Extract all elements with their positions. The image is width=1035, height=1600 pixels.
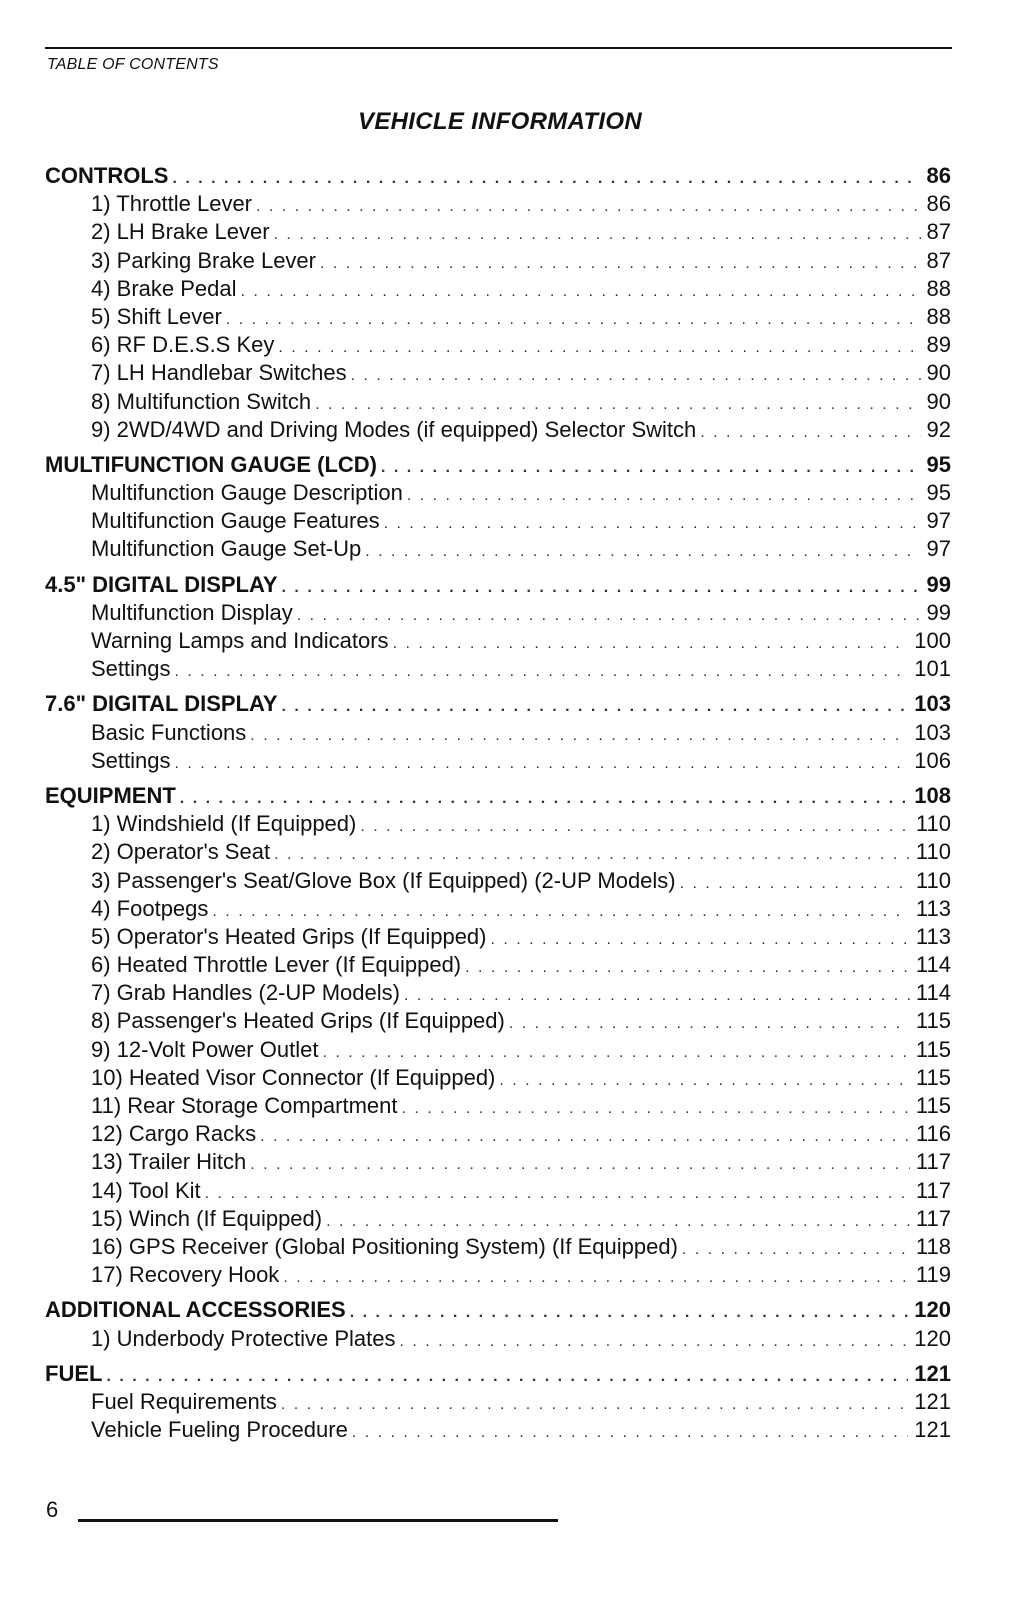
toc-entry[interactable] [45,951,953,979]
dot-leader [465,954,910,982]
toc-entry[interactable] [45,507,953,535]
toc-section-entry[interactable] [45,451,953,479]
toc-entry[interactable] [45,1092,953,1120]
toc-entry[interactable] [45,535,953,563]
toc-entry[interactable] [45,1261,953,1289]
toc-entry-page: 116 [915,1121,951,1147]
dot-leader [491,926,910,954]
dot-leader [250,1151,910,1179]
toc-entry-label: 8) Multifunction Switch [91,388,312,414]
toc-entry-label: 5) Operator's Heated Grips (If Equipped) [91,923,487,949]
toc-entry[interactable] [45,388,953,416]
toc-entry-page: 87 [926,247,951,273]
toc-entry-label: FUEL [45,1360,103,1386]
dot-leader [256,193,921,221]
toc-entry-label: 7.6" DIGITAL DISPLAY [45,691,278,717]
dot-leader [250,722,908,750]
toc-entry[interactable] [45,1036,953,1064]
toc-entry[interactable] [45,1325,953,1353]
toc-entry[interactable] [45,1233,953,1261]
toc-entry[interactable] [45,979,953,1007]
dot-leader [499,1067,910,1095]
dot-leader [402,1095,910,1123]
dot-leader [360,813,910,841]
toc-section-entry[interactable] [45,690,953,718]
toc-entry-page: 113 [915,895,951,921]
top-rule [45,47,952,49]
toc-entry-page: 97 [926,508,951,534]
toc-entry-label: Multifunction Gauge Features [91,508,380,534]
toc-entry[interactable] [45,838,953,866]
dot-leader [297,602,921,630]
toc-entry[interactable] [45,1064,953,1092]
toc-entry-label: 14) Tool Kit [91,1177,201,1203]
dot-leader [175,750,909,778]
dot-leader [274,221,921,249]
toc-section-entry[interactable] [45,1296,953,1324]
toc-entry-label: 6) Heated Throttle Lever (If Equipped) [91,952,462,978]
toc-entry-label: 7) Grab Handles (2-UP Models) [91,980,400,1006]
toc-entry-page: 103 [914,719,951,745]
toc-entry-label: 6) RF D.E.S.S Key [91,332,275,358]
dot-leader [180,785,908,813]
dot-leader [350,1299,909,1327]
toc-section-entry[interactable] [45,571,953,599]
table-of-contents [45,162,953,1444]
toc-entry-label: Settings [91,747,171,773]
dot-leader [400,1328,909,1356]
toc-entry-label: 3) Parking Brake Lever [91,247,316,273]
toc-entry-label: 4) Footpegs [91,895,209,921]
dot-leader [384,510,921,538]
toc-entry[interactable] [45,655,953,683]
toc-entry-label: CONTROLS [45,163,169,188]
dot-leader [212,898,910,926]
toc-entry[interactable] [45,719,953,747]
toc-entry-label: 10) Heated Visor Connector (If Equipped) [91,1064,496,1090]
toc-entry-page: 121 [914,1417,951,1443]
section-title: VEHICLE INFORMATION [358,108,642,135]
toc-entry[interactable] [45,331,953,359]
page-number: 6 [46,1497,59,1522]
toc-entry[interactable] [45,1120,953,1148]
dot-leader [241,278,921,306]
toc-entry[interactable] [45,275,953,303]
dot-leader [205,1180,910,1208]
toc-entry[interactable] [45,895,953,923]
toc-entry-label: 13) Trailer Hitch [91,1149,247,1175]
toc-entry-page: 99 [926,571,951,597]
dot-leader [172,165,920,193]
toc-entry-page: 90 [926,388,951,414]
dot-leader [274,841,910,869]
toc-entry-page: 87 [926,219,951,245]
dot-leader [393,630,909,658]
toc-entry-page: 115 [915,1093,951,1118]
running-header: TABLE OF CONTENTS [47,56,219,73]
dot-leader [680,870,910,898]
toc-entry-page: 99 [926,599,951,625]
toc-section-entry[interactable] [45,1360,953,1388]
toc-entry-page: 88 [926,303,951,329]
toc-entry-page: 110 [915,811,951,837]
toc-entry-page: 114 [915,980,951,1006]
toc-entry[interactable] [45,303,953,331]
toc-entry-label: 15) Winch (If Equipped) [91,1205,323,1231]
toc-entry-page: 110 [915,867,951,893]
dot-leader [278,334,920,362]
dot-leader [407,482,921,510]
toc-section-entry[interactable] [45,162,953,190]
toc-entry-page: 86 [926,163,951,188]
toc-entry[interactable] [45,190,953,218]
toc-entry-label: Multifunction Gauge Description [91,480,403,506]
dot-leader [365,538,920,566]
dot-leader [509,1010,910,1038]
toc-section-entry[interactable] [45,782,953,810]
dot-leader [106,1363,908,1391]
toc-entry-page: 86 [926,191,951,217]
toc-entry-page: 95 [926,451,951,477]
toc-entry-label: 1) Throttle Lever [91,191,253,217]
toc-entry-label: 3) Passenger's Seat/Glove Box (If Equipped) (2-UP Models) [91,867,676,893]
toc-entry-label: 12) Cargo Racks [91,1121,257,1147]
toc-entry-label: 5) Shift Lever [91,303,222,329]
dot-leader [700,419,920,447]
toc-entry-page: 115 [915,1036,951,1062]
toc-entry-page: 100 [914,628,951,653]
toc-entry-page: 95 [926,480,951,506]
toc-entry-page: 101 [914,656,951,682]
toc-entry-label: 16) GPS Receiver (Global Positioning System) (If Equipped) [91,1233,678,1259]
toc-entry[interactable] [45,627,953,655]
toc-entry-page: 113 [915,923,951,949]
toc-entry-label: 1) Windshield (If Equipped) [91,811,357,837]
toc-entry-page: 103 [914,691,951,717]
dot-leader [315,391,920,419]
toc-entry[interactable] [45,1388,953,1416]
dot-leader [282,574,921,602]
toc-entry-label: Warning Lamps and Indicators [91,628,389,653]
dot-leader [322,1039,909,1067]
toc-entry-label: 17) Recovery Hook [91,1262,280,1288]
toc-entry[interactable] [45,1148,953,1176]
toc-entry-page: 90 [926,360,951,386]
toc-entry-page: 115 [915,1008,951,1034]
toc-entry-label: 1) Underbody Protective Plates [91,1325,396,1351]
toc-entry-page: 89 [926,332,951,358]
toc-entry-page: 110 [915,839,951,865]
toc-entry-label: ADDITIONAL ACCESSORIES [45,1297,346,1323]
toc-entry-label: 8) Passenger's Heated Grips (If Equipped) [91,1008,505,1034]
toc-entry-label: 4) Brake Pedal [91,275,237,301]
toc-entry[interactable] [45,1007,953,1035]
toc-entry-label: Multifunction Display [91,599,293,625]
toc-entry-page: 121 [914,1388,951,1414]
toc-entry-page: 117 [915,1177,951,1203]
toc-entry-page: 108 [914,782,951,808]
toc-entry[interactable] [45,747,953,775]
toc-entry[interactable] [45,218,953,246]
toc-entry[interactable] [45,359,953,387]
toc-entry-page: 121 [914,1360,951,1386]
toc-entry-page: 114 [915,952,951,978]
toc-entry-label: 11) Rear Storage Compartment [91,1093,398,1118]
toc-entry-page: 120 [914,1325,951,1351]
dot-leader [175,658,909,686]
toc-entry-page: 92 [926,416,951,442]
toc-entry[interactable] [45,416,953,444]
dot-leader [352,1419,908,1447]
toc-entry-label: Fuel Requirements [91,1388,277,1414]
toc-entry-page: 119 [915,1262,951,1288]
toc-entry-label: Multifunction Gauge Set-Up [91,536,362,562]
bottom-rule [78,1519,558,1522]
toc-entry[interactable] [45,923,953,951]
toc-entry-label: EQUIPMENT [45,782,176,808]
toc-entry[interactable] [45,1416,953,1444]
toc-entry[interactable] [45,867,953,895]
toc-entry-label: 2) LH Brake Lever [91,219,270,245]
dot-leader [682,1236,910,1264]
toc-entry-label: 7) LH Handlebar Switches [91,360,347,386]
dot-leader [326,1208,910,1236]
dot-leader [381,454,921,482]
dot-leader [260,1123,910,1151]
toc-entry-page: 120 [914,1297,951,1323]
toc-entry-page: 118 [915,1233,951,1259]
dot-leader [320,250,921,278]
toc-entry[interactable] [45,247,953,275]
toc-entry-label: 9) 12-Volt Power Outlet [91,1036,319,1062]
dot-leader [404,982,910,1010]
toc-entry-page: 115 [915,1064,951,1090]
toc-entry[interactable] [45,479,953,507]
toc-entry-page: 97 [926,536,951,562]
dot-leader [351,362,921,390]
toc-entry-page: 117 [915,1205,951,1231]
dot-leader [281,1391,908,1419]
toc-entry[interactable] [45,1177,953,1205]
toc-entry-label: Settings [91,656,171,682]
dot-leader [226,306,921,334]
toc-entry-label: MULTIFUNCTION GAUGE (LCD) [45,451,377,477]
toc-entry[interactable] [45,1205,953,1233]
toc-entry-label: Basic Functions [91,719,247,745]
dot-leader [282,693,909,721]
toc-entry-page: 117 [915,1149,951,1175]
toc-entry[interactable] [45,810,953,838]
toc-entry-label: Vehicle Fueling Procedure [91,1417,348,1443]
toc-entry-page: 106 [914,747,951,773]
dot-leader [283,1264,910,1292]
toc-entry-page: 88 [926,275,951,301]
toc-entry[interactable] [45,599,953,627]
toc-entry-label: 2) Operator's Seat [91,839,271,865]
toc-entry-label: 4.5" DIGITAL DISPLAY [45,571,278,597]
toc-entry-label: 9) 2WD/4WD and Driving Modes (if equipped) Selector Switch [91,416,697,442]
